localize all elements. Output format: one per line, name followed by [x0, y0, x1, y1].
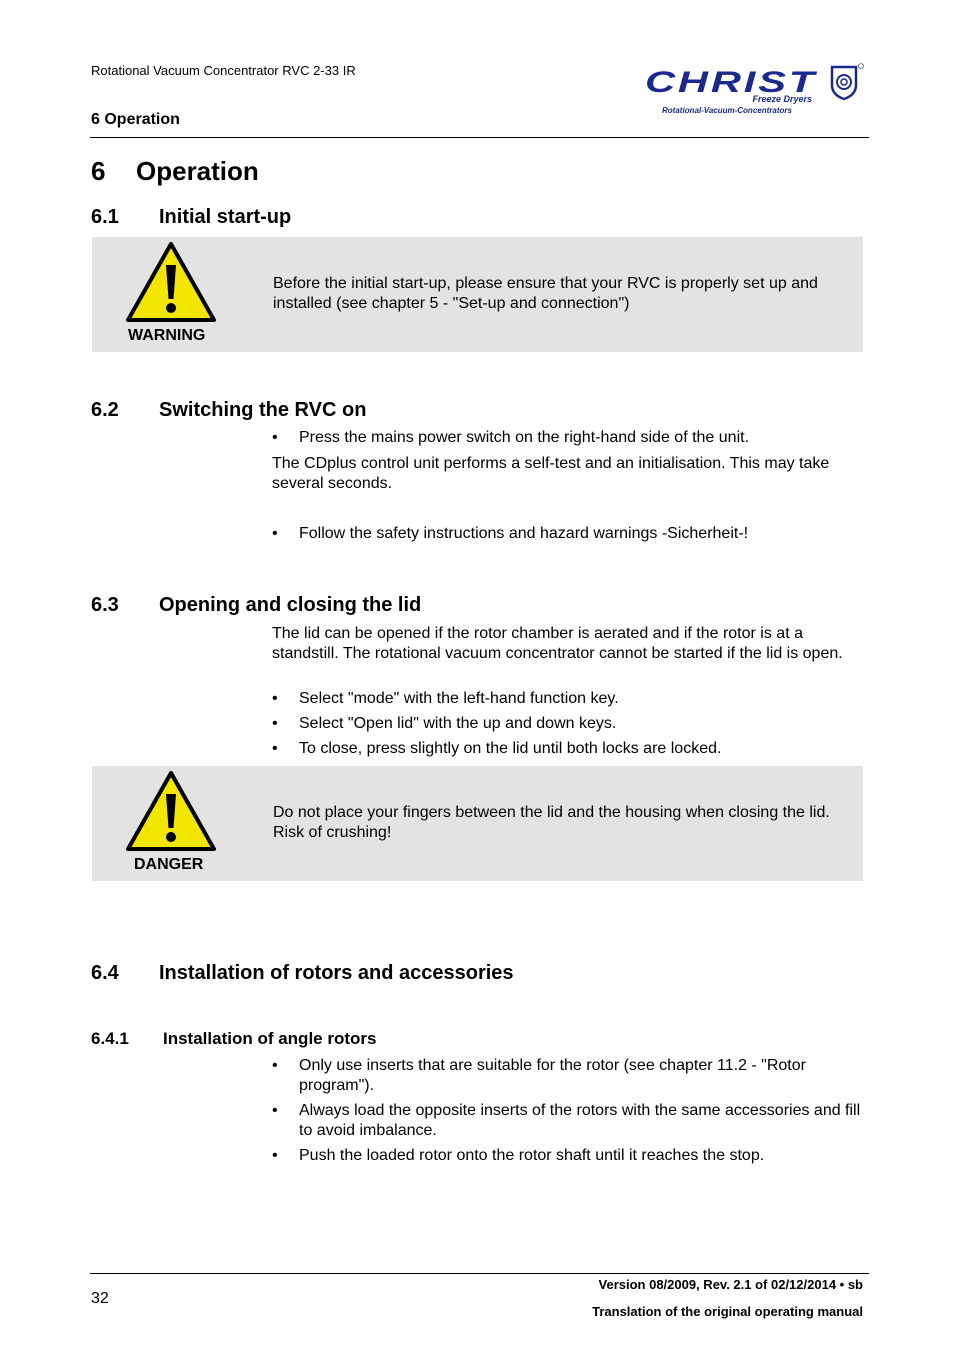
danger-text: Do not place your fingers between the lid and the housing when closing the lid. Risk of crushing! — [273, 804, 830, 841]
list-item — [272, 1146, 864, 1166]
page-number: 32 — [91, 1290, 109, 1307]
subsection-title: Installation of angle rotors — [163, 1029, 377, 1048]
subsection-heading-6-4-1 — [91, 1029, 376, 1049]
list-item — [272, 1056, 864, 1096]
section-number: 6.2 — [91, 399, 119, 421]
list-item-text: Press the mains power switch on the right-hand side of the unit. — [299, 429, 750, 446]
footer-divider — [90, 1273, 869, 1274]
section-number: 6.1 — [91, 206, 119, 228]
section-title: Opening and closing the lid — [159, 594, 422, 616]
bullet-marker: • — [272, 1057, 278, 1074]
bullet-marker: • — [272, 429, 278, 446]
list-item — [272, 739, 864, 759]
list-item-text: Select "mode" with the left-hand function key. — [299, 690, 619, 707]
list-item — [272, 689, 864, 709]
bullet-marker: • — [272, 690, 278, 707]
bullet-marker: • — [272, 1147, 278, 1164]
list-item — [272, 428, 864, 448]
running-section-title: 6 Operation — [91, 111, 180, 128]
list-item-text: To close, press slightly on the lid until both locks are locked. — [299, 740, 722, 757]
warning-text: Before the initial start-up, please ensure that your RVC is properly set up and installed (see chapter 5 - "Set-up and connection") — [273, 275, 818, 312]
warning-triangle-icon — [125, 770, 217, 852]
warning-triangle-icon — [125, 241, 217, 323]
subsection-number: 6.4.1 — [91, 1029, 129, 1048]
paragraph: The lid can be opened if the rotor chamber is aerated and if the rotor is at a standstill. The rotational vacuum concentrator cannot be started if the lid is open. — [272, 625, 843, 662]
bullet-marker: • — [272, 715, 278, 732]
logo-emblem-icon — [832, 67, 856, 99]
section-title: Initial start-up — [159, 206, 292, 228]
warning-label: WARNING — [128, 327, 206, 344]
list-item — [272, 524, 864, 544]
logo-wordmark-text: CHRIST — [645, 66, 818, 99]
logo-subtitle-freeze-dryers: Freeze Dryers — [752, 94, 812, 104]
document-title: Rotational Vacuum Concentrator RVC 2-33 IR — [91, 63, 356, 78]
list-item-text: Always load the opposite inserts of the rotors with the same accessories and fill to avoid imbalance. — [299, 1102, 861, 1139]
section-title: Installation of rotors and accessories — [159, 962, 514, 984]
list-item — [272, 714, 864, 734]
section-heading-6-2 — [91, 399, 366, 422]
list-item — [272, 1101, 864, 1141]
section-number: 6.4 — [91, 962, 119, 984]
bullet-marker: • — [272, 740, 278, 757]
chapter-number: 6 — [91, 156, 106, 186]
list-item-text: Push the loaded rotor onto the rotor shaft until it reaches the stop. — [299, 1147, 765, 1164]
section-heading-6-1 — [91, 206, 291, 229]
list-item-text: Select "Open lid" with the up and down keys. — [299, 715, 617, 732]
bullet-marker: • — [272, 1102, 278, 1119]
version-info: Version 08/2009, Rev. 2.1 of 02/12/2014 • sb — [598, 1277, 863, 1292]
bullet-marker: • — [272, 525, 278, 542]
header-divider — [90, 137, 869, 138]
list-item-text: Follow the safety instructions and hazard warnings -Sicherheit-! — [299, 525, 749, 542]
translation-note: Translation of the original operating manual — [592, 1304, 863, 1319]
warning-box — [92, 237, 863, 352]
section-heading-6-3 — [91, 594, 421, 617]
section-title: Switching the RVC on — [159, 399, 367, 421]
list-item-text: Only use inserts that are suitable for the rotor (see chapter 11.2 - "Rotor program"). — [299, 1057, 806, 1094]
danger-label: DANGER — [134, 856, 204, 873]
chapter-heading — [91, 156, 259, 187]
section-heading-6-4 — [91, 962, 514, 985]
section-number: 6.3 — [91, 594, 119, 616]
danger-box — [92, 766, 863, 881]
chapter-title: Operation — [136, 156, 259, 186]
logo-subtitle-rvc: Rotational-Vacuum-Concentrators — [662, 106, 792, 115]
paragraph: The CDplus control unit performs a self-test and an initialisation. This may take several seconds. — [272, 455, 830, 492]
